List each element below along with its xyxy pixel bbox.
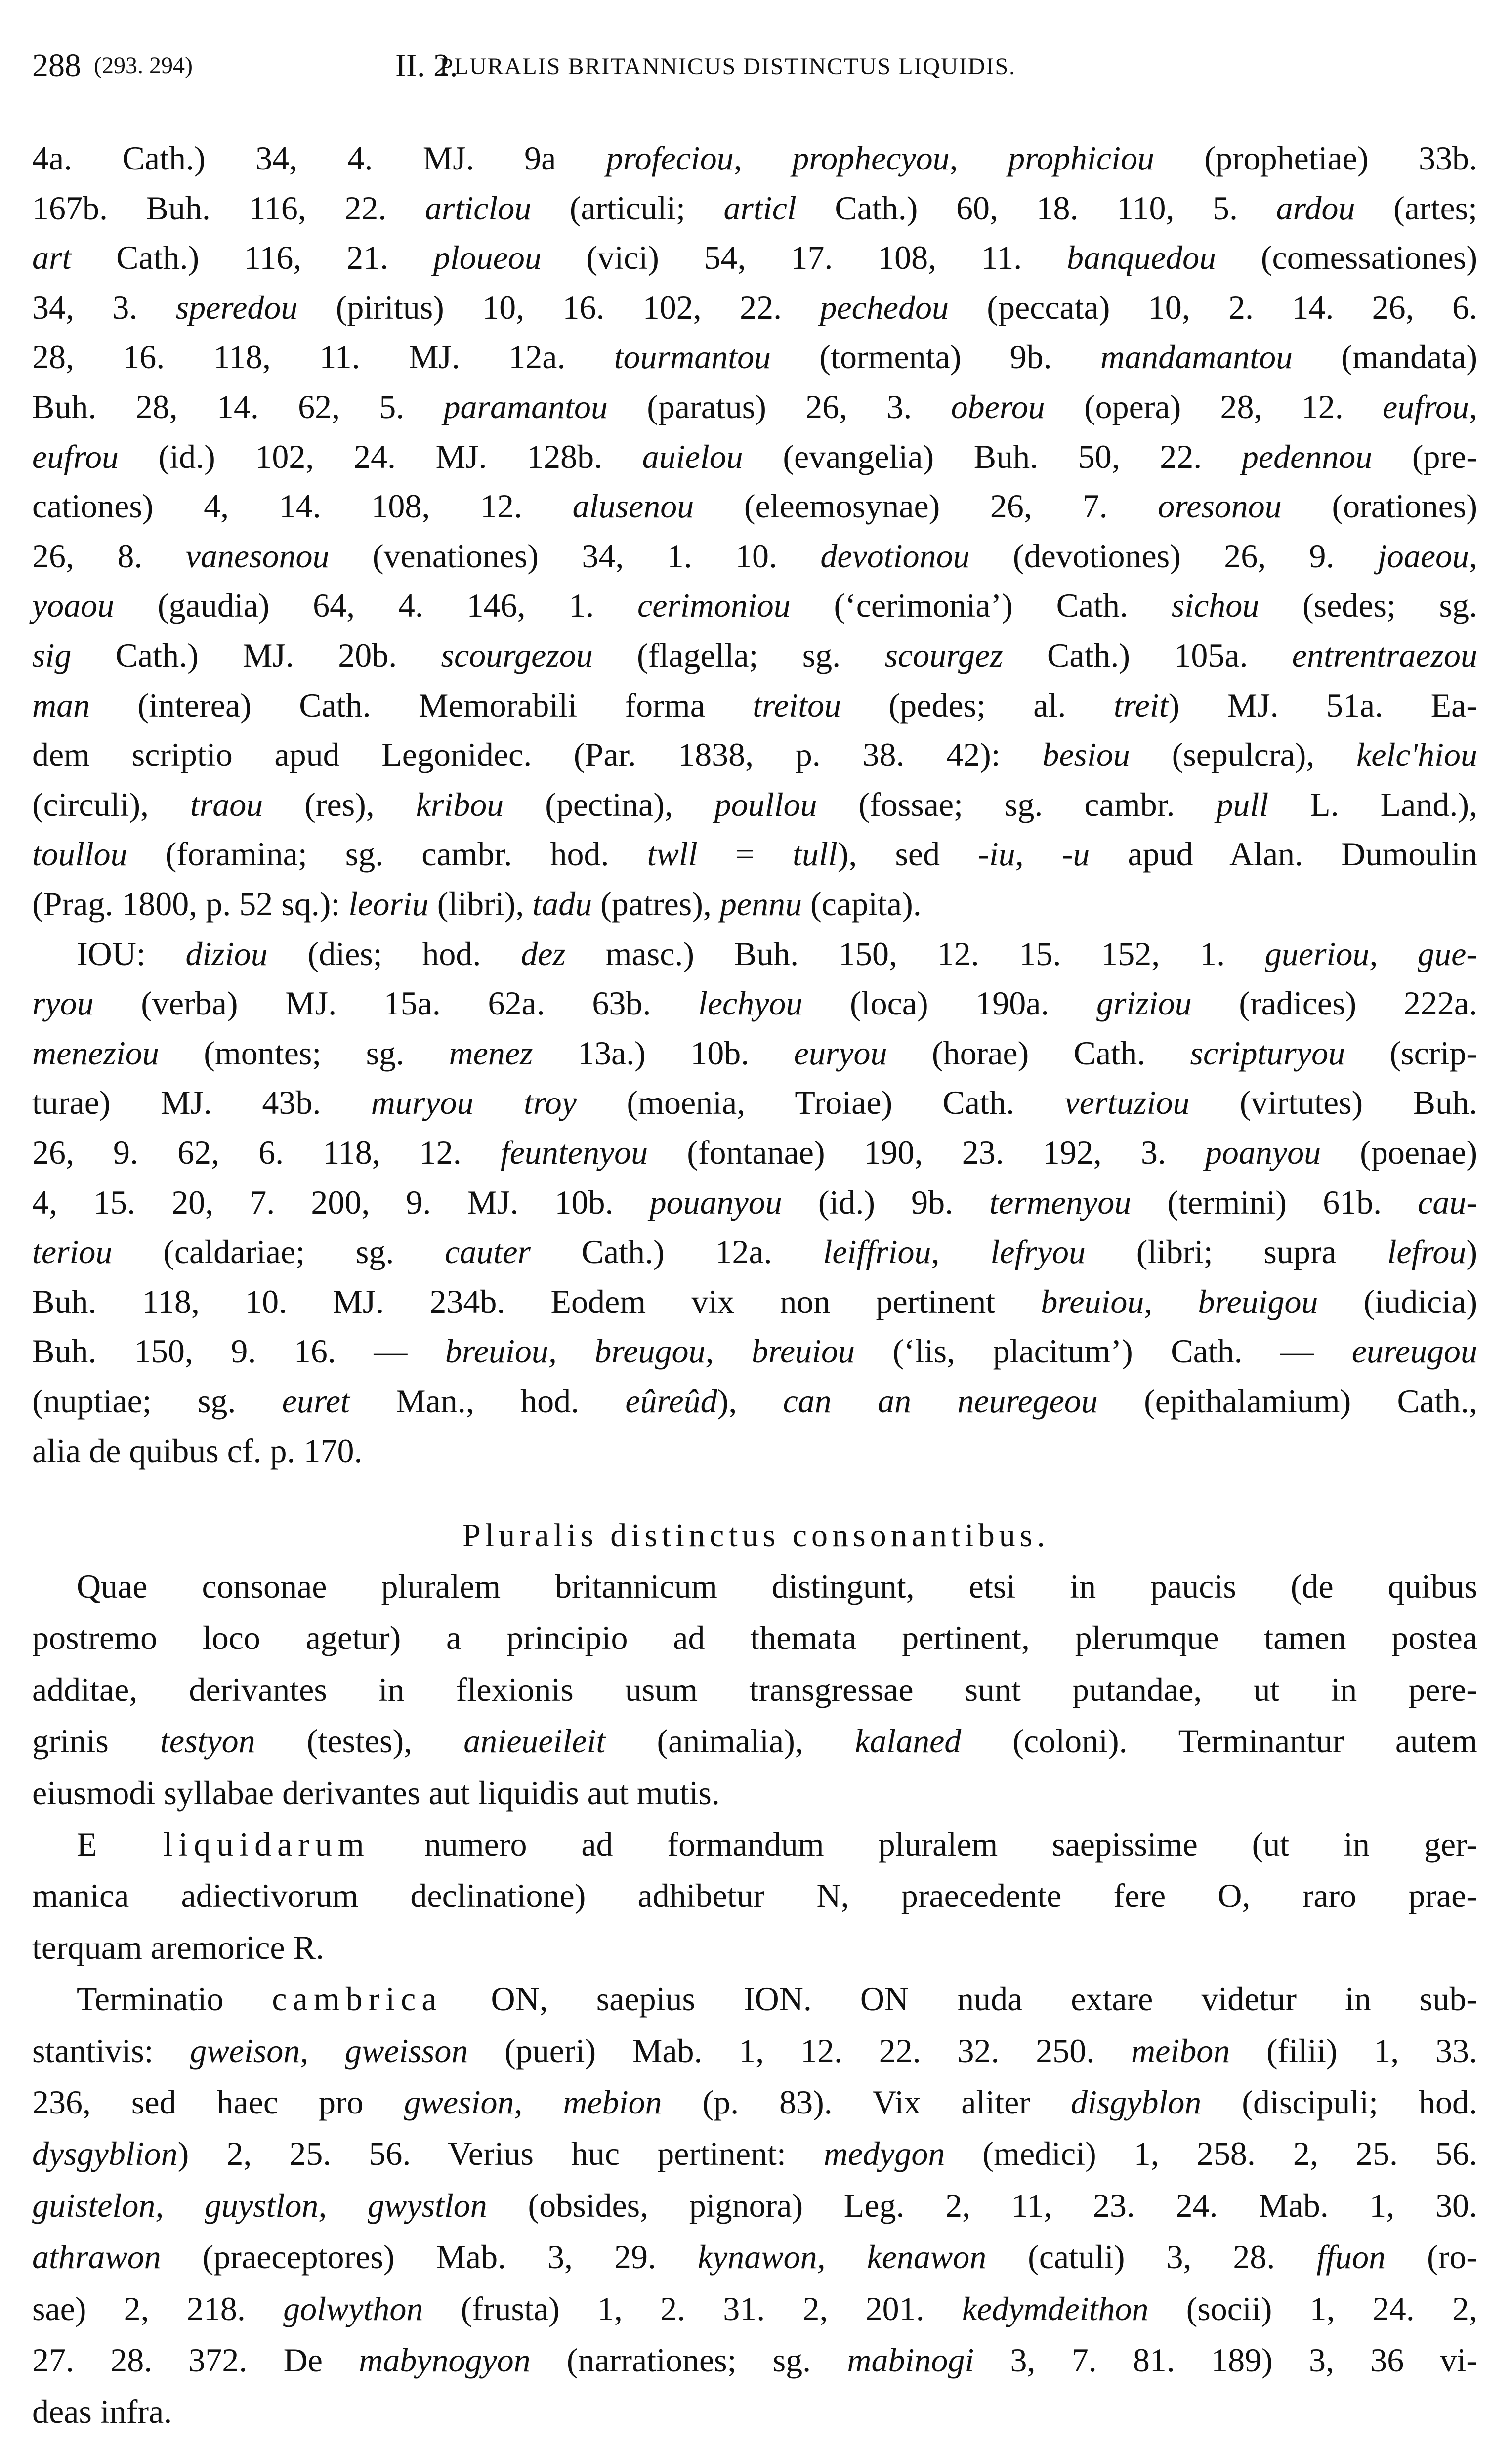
- italic-term: toullou: [32, 835, 127, 873]
- italic-term: articl: [723, 189, 797, 227]
- italic-term: scourgezou: [441, 636, 593, 674]
- text-run: (pueri) Mab. 1, 12. 22. 32. 250.: [468, 2031, 1132, 2070]
- text-run: (circuli),: [32, 785, 190, 823]
- text-run: (patres),: [592, 885, 720, 923]
- text-run: (tormenta) 9b.: [771, 338, 1100, 376]
- text-line: [32, 484, 1477, 528]
- text-run: Cath.) 12a.: [530, 1233, 823, 1271]
- text-run: 3, 7. 81. 189) 3, 36 vi-: [974, 2341, 1477, 2379]
- italic-term: golwython: [283, 2289, 423, 2327]
- text-line: [32, 1667, 1477, 1712]
- italic-term: menez: [449, 1034, 533, 1072]
- text-run: (animalia),: [605, 1722, 855, 1760]
- italic-term: yoaou: [32, 587, 115, 625]
- text-run: sae) 2, 218.: [32, 2289, 284, 2327]
- italic-term: leoriu: [348, 885, 429, 923]
- text-run: postremo loco agetur) a principio ad themata pertinent, plerumque tamen postea: [32, 1619, 1477, 1657]
- text-line: [32, 235, 1477, 280]
- text-run: Buh. 150, 9. 16. —: [32, 1332, 445, 1370]
- text-line: [32, 136, 1477, 180]
- text-run: Man., hod.: [349, 1382, 626, 1420]
- text-run: ) 2, 25. 56. Verius huc pertinent:: [177, 2135, 824, 2173]
- italic-term: scourgez: [884, 636, 1003, 674]
- text-run: (pedes; al.: [841, 686, 1114, 724]
- italic-term: scripturyou: [1190, 1034, 1345, 1072]
- italic-term: besiou: [1042, 736, 1130, 774]
- text-line: [32, 2286, 1477, 2331]
- text-line: [32, 1329, 1477, 1373]
- italic-term: vertuziou: [1064, 1084, 1190, 1122]
- text-run: (comessationes): [1216, 239, 1477, 277]
- italic-term: ploueou: [433, 239, 542, 277]
- text-run: (paratus) 26, 3.: [608, 388, 951, 425]
- text-run: (interea) Cath. Memorabili forma: [90, 686, 753, 724]
- italic-term: paramantou: [443, 388, 608, 425]
- italic-term: kalaned: [855, 1722, 962, 1760]
- text-run: 27. 28. 372. De: [32, 2341, 359, 2379]
- italic-term: dez: [521, 934, 566, 972]
- text-run: turae) MJ. 43b.: [32, 1084, 371, 1122]
- text-run: (vici) 54, 17. 108, 11.: [541, 239, 1067, 277]
- italic-term: alusenou: [572, 487, 694, 525]
- italic-term: eufrou: [32, 437, 119, 475]
- text-run: Terminatio: [77, 1980, 272, 2018]
- text-run: (articuli;: [531, 189, 724, 227]
- text-line: [32, 1130, 1477, 1175]
- text-line: [32, 1615, 1477, 1660]
- text-run: (gaudia) 64, 4. 146, 1.: [114, 587, 638, 625]
- text-line: [32, 2080, 1477, 2124]
- italic-term: breuiou: [1041, 1282, 1144, 1320]
- italic-term: mabinogi: [847, 2341, 974, 2379]
- italic-term: profeciou: [606, 139, 734, 177]
- text-run: stantivis:: [32, 2031, 190, 2070]
- text-run: ) MJ. 51a. Ea-: [1168, 686, 1477, 724]
- text-run: (eleemosynae) 26, 7.: [694, 487, 1158, 525]
- italic-term: ffuon: [1316, 2238, 1386, 2276]
- text-run: terquam aremorice R.: [32, 1928, 324, 1966]
- italic-term: twll: [647, 835, 698, 873]
- italic-term: articlou: [424, 189, 532, 227]
- text-run: (obsides, pignora) Leg. 2, 11, 23. 24. Mab. 1, 30.: [487, 2186, 1477, 2224]
- text-run: ON, saepius ION. ON nuda extare videtur in sub-: [442, 1980, 1477, 2018]
- text-run: 4, 15. 20, 7. 200, 9. MJ. 10b.: [32, 1183, 650, 1221]
- italic-term: speredou: [175, 288, 298, 326]
- italic-term: eufrou,: [1383, 388, 1478, 425]
- text-run: (sepulcra),: [1130, 736, 1357, 774]
- text-run: ,: [1144, 1282, 1198, 1320]
- text-run: (‘lis, placitum’) Cath. —: [855, 1332, 1352, 1370]
- italic-term: pouanyou: [649, 1183, 782, 1221]
- text-run: (catuli) 3, 28.: [986, 2238, 1317, 2276]
- italic-term: tourmantou: [614, 338, 771, 376]
- text-run: 28, 16. 118, 11. MJ. 12a.: [32, 338, 614, 376]
- italic-term: breuiou, breugou, breuiou: [445, 1332, 855, 1370]
- text-run: (pre-: [1372, 437, 1478, 475]
- italic-term: medygon: [823, 2135, 945, 2173]
- text-run: (horae) Cath.: [887, 1034, 1190, 1072]
- text-run: Buh. 28, 14. 62, 5.: [32, 388, 444, 425]
- italic-term: mabynogyon: [359, 2341, 531, 2379]
- text-line: [32, 534, 1477, 578]
- text-run: IOU:: [77, 934, 186, 972]
- text-line: [32, 782, 1477, 827]
- italic-term: poanyou: [1205, 1134, 1321, 1171]
- text-run: (poenae): [1321, 1134, 1478, 1171]
- italic-term: athrawon: [32, 2238, 161, 2276]
- italic-term: lefryou: [990, 1233, 1086, 1271]
- italic-term: pennu: [719, 885, 802, 923]
- text-run: (filii) 1, 33.: [1230, 2031, 1478, 2070]
- italic-term: art: [32, 239, 72, 277]
- text-run: dem scriptio apud Legonidec. (Par. 1838, p. 38. 42):: [32, 736, 1043, 774]
- text-run: (radices) 222a.: [1191, 984, 1477, 1022]
- italic-term: tull: [793, 835, 838, 873]
- italic-term: lechyou: [698, 984, 803, 1022]
- italic-term: banquedou: [1067, 239, 1217, 277]
- text-run: (nuptiae; sg.: [32, 1382, 282, 1420]
- italic-term: devotionou: [820, 537, 970, 575]
- text-run: (mandata): [1293, 338, 1477, 376]
- text-run: Cath.) 105a.: [1003, 636, 1292, 674]
- text-run: 236, sed haec pro: [32, 2083, 404, 2121]
- text-run: 34, 3.: [32, 288, 176, 326]
- text-run: Cath.) 60, 18. 110, 5.: [796, 189, 1276, 227]
- text-run: ), sed -: [837, 835, 989, 873]
- italic-term: auielou: [642, 437, 743, 475]
- text-line: [32, 1925, 1477, 1970]
- italic-term: sig: [32, 636, 72, 674]
- text-run: (loca) 190a.: [802, 984, 1097, 1022]
- text-run: (discipuli; hod.: [1201, 2083, 1477, 2121]
- italic-term: prophecyou: [792, 139, 950, 177]
- text-run: Buh. 118, 10. MJ. 234b. Eodem vix non pertinent: [32, 1282, 1041, 1320]
- italic-term: breuigou: [1198, 1282, 1318, 1320]
- italic-term: treitou: [753, 686, 841, 724]
- italic-term: entrentraezou: [1292, 636, 1477, 674]
- text-line: [32, 2131, 1477, 2176]
- text-run: (moenia, Troiae) Cath.: [576, 1084, 1065, 1122]
- text-line: [32, 583, 1477, 628]
- text-line: [32, 1180, 1477, 1225]
- text-run: Quae consonae pluralem britannicum distingunt, etsi in paucis (de quibus: [77, 1567, 1477, 1605]
- text-line: [32, 1080, 1477, 1125]
- text-run: manica adiectivorum declinatione) adhibetur N, praecedente fere O, raro prae-: [32, 1877, 1477, 1915]
- italic-term: testyon: [160, 1722, 255, 1760]
- section-number: II. 2.: [395, 47, 458, 84]
- italic-term: cau-: [1418, 1183, 1477, 1221]
- text-line: [32, 1873, 1477, 1918]
- text-run: (pectina),: [504, 785, 714, 823]
- text-run: (capita).: [802, 885, 922, 923]
- text-run: L. Land.),: [1268, 785, 1477, 823]
- italic-term: muryou troy: [371, 1084, 577, 1122]
- text-line: [32, 1229, 1477, 1274]
- text-run: (artes;: [1355, 189, 1477, 227]
- text-run: (libri),: [428, 885, 533, 923]
- italic-term: traou: [190, 785, 263, 823]
- text-run: ,: [733, 139, 793, 177]
- text-run: ),: [717, 1382, 783, 1420]
- italic-term: iu: [989, 835, 1015, 873]
- original-pages: (293. 294): [94, 52, 193, 79]
- text-run: (fossae; sg. cambr.: [817, 785, 1217, 823]
- italic-term: prophiciou: [1008, 139, 1154, 177]
- text-line: [32, 2028, 1477, 2073]
- text-run: Cath.) MJ. 20b.: [71, 636, 441, 674]
- italic-term: diziou: [185, 934, 268, 972]
- text-line: [32, 384, 1477, 429]
- text-run: (evangelia) Buh. 50, 22.: [743, 437, 1242, 475]
- text-run: (id.) 9b.: [782, 1183, 990, 1221]
- text-line: [32, 2235, 1477, 2279]
- text-run: , -: [1015, 835, 1073, 873]
- text-line: [77, 1977, 1477, 2021]
- text-line: [32, 1031, 1477, 1075]
- text-run: (res),: [263, 785, 416, 823]
- italic-term: mandamantou: [1100, 338, 1293, 376]
- text-line: [32, 732, 1477, 777]
- text-line: [32, 1429, 1477, 1473]
- text-run: (medici) 1, 258. 2, 25. 56.: [945, 2135, 1477, 2173]
- italic-term: guistelon, guystlon, gwystlon: [32, 2186, 487, 2224]
- text-run: (devotiones) 26, 9.: [969, 537, 1378, 575]
- text-run: (prophetiae) 33b.: [1154, 139, 1478, 177]
- italic-term: kelc'hiou: [1356, 736, 1477, 774]
- text-run: (coloni). Terminantur autem: [961, 1722, 1477, 1760]
- text-run: (libri; supra: [1085, 1233, 1387, 1271]
- italic-term: treit: [1113, 686, 1169, 724]
- text-run: (iudicia): [1318, 1282, 1477, 1320]
- text-run: (venationes) 34, 1. 10.: [329, 537, 821, 575]
- section-heading: Pluralis distinctus consonantibus.: [462, 1518, 1050, 1554]
- text-line: [32, 1719, 1477, 1763]
- italic-term: meibon: [1131, 2031, 1230, 2070]
- italic-term: oresonou: [1158, 487, 1282, 525]
- text-run: =: [697, 835, 793, 873]
- italic-term: joaeou,: [1377, 537, 1477, 575]
- text-run: numero ad formandum pluralem saepissime (ut in ger-: [370, 1825, 1478, 1863]
- spaced-term: E liquidarum: [77, 1825, 370, 1863]
- text-run: alia de quibus cf. p. 170.: [32, 1432, 363, 1470]
- text-run: 26, 9. 62, 6. 118, 12.: [32, 1134, 501, 1171]
- text-run: (peccata) 10, 2. 14. 26, 6.: [948, 288, 1478, 326]
- text-run: (verba) MJ. 15a. 62a. 63b.: [93, 984, 698, 1022]
- text-run: (foramina; sg. cambr. hod.: [127, 835, 647, 873]
- text-run: 26, 8.: [32, 537, 186, 575]
- text-line: [32, 434, 1477, 479]
- text-run: 167b. Buh. 116, 22.: [32, 189, 425, 227]
- italic-term: lefrou: [1387, 1233, 1467, 1271]
- text-run: (dies; hod.: [267, 934, 521, 972]
- text-run: (orationes): [1281, 487, 1477, 525]
- italic-term: tadu: [532, 885, 592, 923]
- text-run: 4a. Cath.) 34, 4. MJ. 9a: [32, 139, 606, 177]
- text-line: [32, 2338, 1477, 2382]
- italic-term: gueriou, gue-: [1264, 934, 1477, 972]
- text-line: [77, 1564, 1477, 1608]
- text-run: eiusmodi syllabae derivantes aut liquidis aut mutis.: [32, 1774, 720, 1812]
- italic-term: kedymdeithon: [962, 2289, 1149, 2327]
- text-line: [32, 683, 1477, 727]
- text-run: (fontanae) 190, 23. 192, 3.: [648, 1134, 1205, 1171]
- text-line: [32, 186, 1477, 230]
- text-run: masc.) Buh. 150, 12. 15. 152, 1.: [565, 934, 1265, 972]
- italic-term: kynawon, kenawon: [697, 2238, 987, 2276]
- italic-term: man: [32, 686, 90, 724]
- text-run: (caldariae; sg.: [112, 1233, 445, 1271]
- italic-term: oberou: [951, 388, 1045, 425]
- text-run: ,: [931, 1233, 991, 1271]
- text-run: cationes) 4, 14. 108, 12.: [32, 487, 573, 525]
- italic-term: cauter: [445, 1233, 531, 1271]
- text-run: (termini) 61b.: [1131, 1183, 1418, 1221]
- text-run: ): [1466, 1233, 1477, 1271]
- text-run: (ro-: [1386, 2238, 1477, 2276]
- text-run: (piritus) 10, 16. 102, 22.: [297, 288, 820, 326]
- italic-term: cerimoniou: [637, 587, 791, 625]
- running-title: PLURALIS BRITANNICUS DISTINCTUS LIQUIDIS.: [440, 53, 1016, 80]
- italic-term: anieueileit: [463, 1722, 606, 1760]
- text-line: [32, 1279, 1477, 1324]
- text-run: grinis: [32, 1722, 161, 1760]
- text-line: [32, 2389, 1477, 2434]
- text-run: (‘cerimonia’) Cath.: [790, 587, 1172, 625]
- text-line: [32, 981, 1477, 1025]
- text-line: [77, 1822, 1477, 1866]
- page-number: 288: [32, 47, 81, 84]
- italic-term: teriou: [32, 1233, 113, 1271]
- text-run: ,: [949, 139, 1008, 177]
- text-run: Cath.) 116, 21.: [71, 239, 433, 277]
- italic-term: poullou: [714, 785, 817, 823]
- italic-term: meneziou: [32, 1034, 159, 1072]
- italic-term: gweison, gweisson: [190, 2031, 468, 2070]
- text-line: [32, 2183, 1477, 2228]
- italic-term: ardou: [1276, 189, 1355, 227]
- text-line: [32, 1379, 1477, 1423]
- text-run: (p. 83). Vix aliter: [662, 2083, 1071, 2121]
- text-run: (virtutes) Buh.: [1189, 1084, 1477, 1122]
- text-line: [32, 335, 1477, 379]
- italic-term: can an neuregeou: [783, 1382, 1098, 1420]
- italic-term: leiffriou: [823, 1233, 931, 1271]
- italic-term: eureugou: [1351, 1332, 1477, 1370]
- text-run: deas infra.: [32, 2393, 172, 2431]
- text-run: apud Alan. Dumoulin: [1090, 835, 1477, 873]
- spaced-term: cambrica: [272, 1980, 443, 2018]
- italic-term: kribou: [416, 785, 504, 823]
- italic-term: dysgyblion: [32, 2135, 178, 2173]
- text-run: additae, derivantes in flexionis usum transgressae sunt putandae, ut in pere-: [32, 1670, 1477, 1708]
- italic-term: feuntenyou: [500, 1134, 648, 1171]
- text-run: 13a.) 10b.: [533, 1034, 794, 1072]
- italic-term: sichou: [1171, 587, 1260, 625]
- text-run: (Prag. 1800, p. 52 sq.):: [32, 885, 349, 923]
- italic-term: vanesonou: [185, 537, 330, 575]
- text-run: (montes; sg.: [159, 1034, 449, 1072]
- text-run: (opera) 28, 12.: [1045, 388, 1383, 425]
- text-run: (socii) 1, 24. 2,: [1148, 2289, 1477, 2327]
- text-run: (praeceptores) Mab. 3, 29.: [161, 2238, 698, 2276]
- text-run: (sedes; sg.: [1259, 587, 1478, 625]
- text-line: [32, 882, 1477, 926]
- text-line: [32, 285, 1477, 330]
- text-line: [32, 633, 1477, 677]
- italic-term: pull: [1216, 785, 1269, 823]
- italic-term: gwesion, mebion: [404, 2083, 662, 2121]
- text-run: (narrationes; sg.: [530, 2341, 847, 2379]
- italic-term: euryou: [794, 1034, 887, 1072]
- italic-term: disgyblon: [1070, 2083, 1202, 2121]
- text-line: [77, 931, 1477, 976]
- text-run: (testes),: [255, 1722, 464, 1760]
- italic-term: eûreûd: [625, 1382, 717, 1420]
- italic-term: pechedou: [820, 288, 949, 326]
- italic-term: termenyou: [989, 1183, 1132, 1221]
- text-run: (frusta) 1, 2. 31. 2, 201.: [423, 2289, 962, 2327]
- text-run: (epithalamium) Cath.,: [1097, 1382, 1477, 1420]
- italic-term: pedennou: [1241, 437, 1373, 475]
- text-line: [32, 1771, 1477, 1815]
- text-run: (id.) 102, 24. MJ. 128b.: [119, 437, 642, 475]
- text-line: [32, 832, 1477, 876]
- text-run: (scrip-: [1345, 1034, 1477, 1072]
- italic-term: u: [1073, 835, 1090, 873]
- text-run: (flagella; sg.: [592, 636, 885, 674]
- italic-term: ryou: [32, 984, 94, 1022]
- italic-term: griziou: [1096, 984, 1192, 1022]
- italic-term: euret: [282, 1382, 350, 1420]
